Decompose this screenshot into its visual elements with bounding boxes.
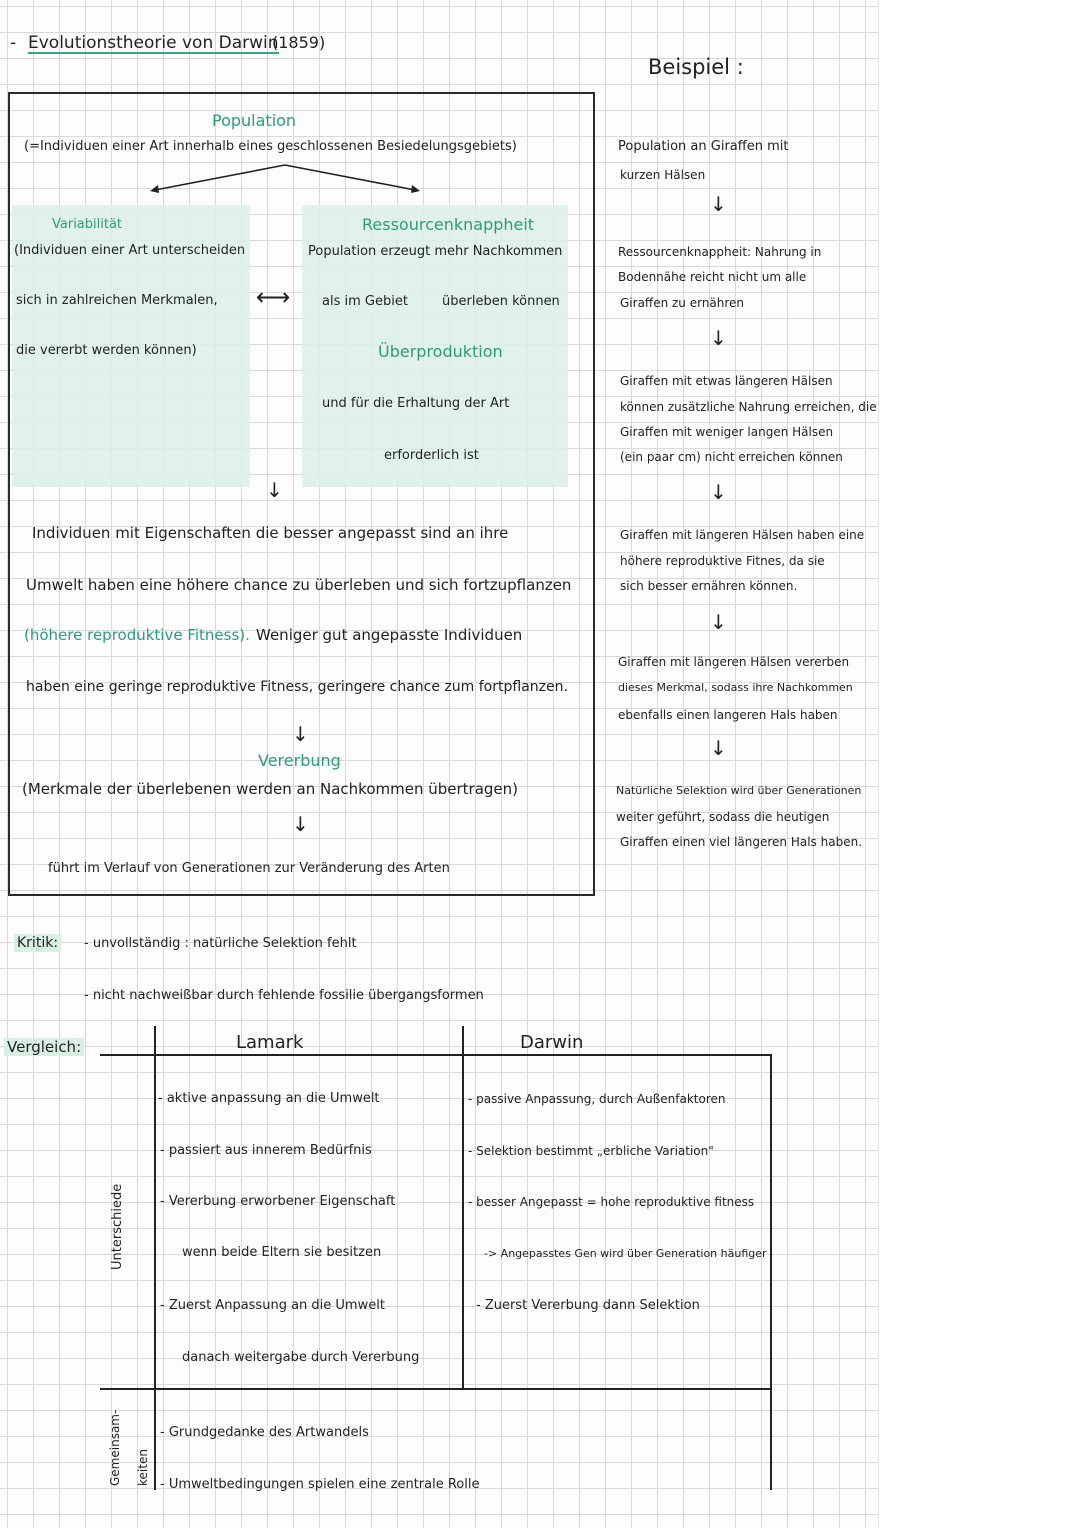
variabilitaet-line: die vererbt werden können) — [16, 343, 197, 358]
ressourcen-line: als im Gebiet — [322, 294, 408, 309]
vererbung-label: Vererbung — [258, 751, 341, 770]
darwin-item: -> Angepasstes Gen wird über Generation häufiger — [484, 1247, 767, 1260]
beispiel-line: Giraffen einen viel längeren Hals haben. — [620, 835, 863, 849]
row-label-gemeinsam: keiten — [136, 1449, 150, 1486]
beispiel-line: sich besser ernähren können. — [620, 579, 798, 593]
beispiel-line: Ressourcenknappheit: Nahrung in — [618, 245, 822, 259]
beispiel-line: weiter geführt, sodass die heutigen — [616, 810, 830, 824]
beispiel-line: kurzen Hälsen — [620, 168, 706, 182]
table-vertical-line — [154, 1026, 156, 1490]
beispiel-line: Giraffen mit etwas längeren Hälsen — [620, 374, 833, 388]
selektion-line: Weniger gut angepasste Individuen — [256, 626, 523, 644]
ueberproduktion-label: Überproduktion — [378, 342, 503, 361]
darwin-item: - besser Angepasst = hohe reproduktive fitness — [468, 1195, 755, 1209]
variabilitaet-line: sich in zahlreichen Merkmalen, — [16, 293, 218, 308]
row-label-unterschiede: Unterschiede — [110, 1183, 125, 1270]
beispiel-line: dieses Merkmal, sodass ihre Nachkommen — [618, 681, 853, 694]
down-arrow-icon: ↓ — [292, 812, 309, 836]
final-conclusion: führt im Verlauf von Generationen zur Veränderung des Arten — [48, 861, 450, 876]
selektion-fitness: (höhere reproduktive Fitness). — [24, 626, 250, 644]
right-margin — [878, 0, 1080, 1528]
kritik-item: - unvollständig : natürliche Selektion fehlt — [84, 936, 357, 951]
variabilitaet-line: (Individuen einer Art unterscheiden — [14, 243, 246, 258]
title-year: (1859) — [272, 33, 326, 52]
kritik-item: - nicht nachweißbar durch fehlende fossilie übergangsformen — [84, 988, 484, 1003]
down-arrow-icon: ↓ — [710, 736, 727, 760]
vererbung-definition: (Merkmale der überlebenen werden an Nachkommen übertragen) — [22, 780, 518, 798]
beispiel-line: Bodennähe reicht nicht um alle — [618, 270, 807, 284]
beispiel-line: höhere reproduktive Fitnes, da sie — [620, 554, 825, 568]
vergleich-label: Vergleich: — [4, 1038, 84, 1056]
ressourcen-line: erforderlich ist — [384, 448, 479, 463]
selektion-line: Individuen mit Eigenschaften die besser angepasst sind an ihre — [32, 524, 509, 542]
down-arrow-icon: ↓ — [710, 192, 727, 216]
ressourcen-line: Population erzeugt mehr Nachkommen — [308, 244, 563, 259]
beispiel-line: ebenfalls einen langeren Hals haben — [618, 708, 838, 722]
lamark-item: - Zuerst Anpassung an die Umwelt — [160, 1298, 385, 1313]
down-arrow-icon: ↓ — [266, 478, 283, 502]
double-arrow-icon: ⟷ — [256, 283, 291, 311]
row-label-gemeinsam: Gemeinsam- — [108, 1409, 122, 1486]
population-definition: (=Individuen einer Art innerhalb eines geschlossenen Besiedelungsgebiets) — [24, 139, 517, 154]
gemeinsam-item: - Grundgedanke des Artwandels — [160, 1425, 369, 1440]
darwin-item: - Selektion bestimmt „erbliche Variation" — [468, 1144, 714, 1158]
branch-arrows — [140, 160, 430, 198]
ressourcen-line: und für die Erhaltung der Art — [322, 396, 510, 411]
page-title: Evolutionstheorie von Darwin — [28, 33, 279, 53]
ressourcen-line: überleben können — [442, 294, 560, 309]
selektion-line: Umwelt haben eine höhere chance zu überleben und sich fortzupflanzen — [26, 576, 572, 594]
table-header-line — [100, 1054, 772, 1056]
table-vertical-line — [462, 1026, 464, 1388]
beispiel-line: können zusätzliche Nahrung erreichen, die — [620, 400, 877, 414]
down-arrow-icon: ↓ — [292, 722, 309, 746]
lamark-item: wenn beide Eltern sie besitzen — [182, 1245, 382, 1260]
lamark-item: danach weitergabe durch Vererbung — [182, 1350, 420, 1365]
darwin-item: - Zuerst Vererbung dann Selektion — [476, 1298, 700, 1313]
kritik-label: Kritik: — [14, 934, 61, 952]
down-arrow-icon: ↓ — [710, 480, 727, 504]
example-heading: Beispiel : — [648, 55, 744, 79]
lamark-item: - aktive anpassung an die Umwelt — [158, 1091, 380, 1106]
beispiel-line: Giraffen mit längeren Hälsen vererben — [618, 655, 850, 669]
variabilitaet-label: Variabilität — [52, 217, 123, 232]
beispiel-line: (ein paar cm) nicht erreichen können — [620, 450, 843, 464]
gemeinsam-item: - Umweltbedingungen spielen eine zentrale Rolle — [160, 1477, 480, 1492]
beispiel-line: Giraffen mit weniger langen Hälsen — [620, 425, 834, 439]
population-label: Population — [212, 111, 297, 130]
down-arrow-icon: ↓ — [710, 610, 727, 634]
beispiel-line: Population an Giraffen mit — [618, 139, 789, 154]
col-header-darwin: Darwin — [520, 1032, 584, 1053]
selektion-line: haben eine geringe reproduktive Fitness, geringere chance zum fortpflanzen. — [26, 679, 568, 695]
table-vertical-line — [770, 1054, 772, 1490]
beispiel-line: Natürliche Selektion wird über Generationen — [616, 784, 862, 797]
down-arrow-icon: ↓ — [710, 326, 727, 350]
darwin-item: - passive Anpassung, durch Außenfaktoren — [468, 1092, 726, 1106]
beispiel-line: Giraffen mit längeren Hälsen haben eine — [620, 528, 865, 542]
lamark-item: - Vererbung erworbener Eigenschaft — [160, 1194, 396, 1209]
title-dash: - — [10, 33, 17, 53]
lamark-item: - passiert aus innerem Bedürfnis — [160, 1143, 372, 1158]
beispiel-line: Giraffen zu ernähren — [620, 296, 745, 310]
table-row-line — [100, 1388, 772, 1390]
ressourcen-label: Ressourcenknappheit — [362, 215, 535, 234]
col-header-lamark: Lamark — [236, 1032, 304, 1053]
